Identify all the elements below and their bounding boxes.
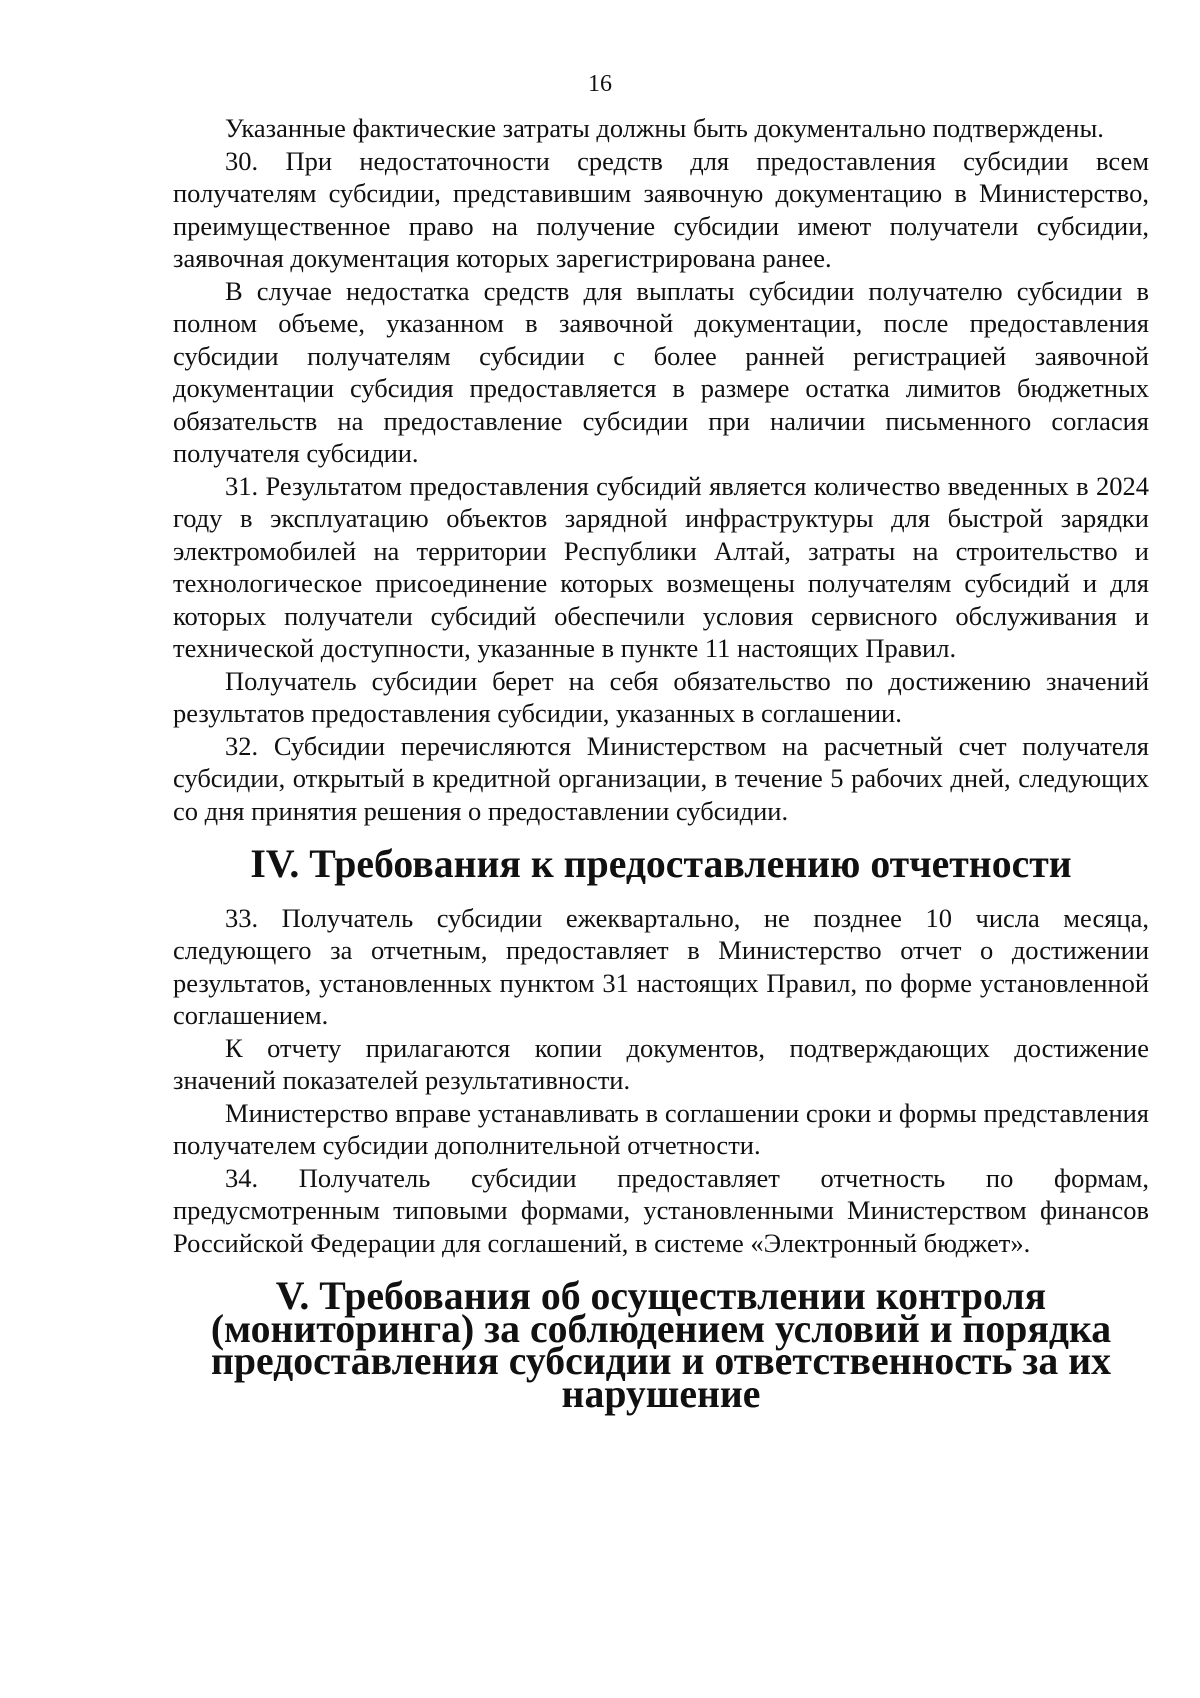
paragraph-additional-reporting: Министерство вправе устанавливать в соглашении сроки и формы представления получателем субсидии дополнительной отчетности. (173, 1097, 1149, 1160)
document-body (173, 112, 1149, 1416)
paragraph-costs-confirmation: Указанные фактические затраты должны быть документально подтверждены. (225, 113, 1104, 143)
paragraph-clause-34: 34. Получатель субсидии предоставляет отчетность по формам, предусмотренным типовыми формами, установленными Министерством финансов Российской Федерации для соглашений, в системе «Электронный бюджет». (173, 1162, 1149, 1258)
section-heading-iv: IV. Требования к предоставлению отчетности (250, 842, 1072, 886)
section-heading-v: V. Требования об осуществлении контроля (мониторинга) за соблюдением условий и порядка предоставления субсидии и ответственность за их нарушение (210, 1274, 1112, 1416)
paragraph-clause-30: 30. При недостаточности средств для предоставления субсидии всем получателям субсидии, представившим заявочную документацию в Министерство, преимущественное право на получение субсидии имеют получатели субсидии, заявочная документация которых зарегистрирована ранее. (173, 145, 1149, 273)
paragraph-clause-33: 33. Получатель субсидии ежеквартально, не позднее 10 числа месяца, следующего за отчетным, предоставляет в Министерство отчет о достижении результатов, установленных пунктом 31 настоящих Правил, по форме установленной соглашением. (173, 902, 1149, 1030)
paragraph-recipient-obligation: Получатель субсидии берет на себя обязательство по достижению значений результатов предоставления субсидии, указанных в соглашении. (173, 665, 1149, 728)
page-number: 16 (588, 71, 612, 97)
paragraph-clause-31: 31. Результатом предоставления субсидий является количество введенных в 2024 году в эксплуатацию объектов зарядной инфраструктуры для быстрой зарядки электромобилей на территории Республики Алтай, затраты на строительство и технологическое присоединение которых возмещены получателям субсидий и для которых получатели субсидий обеспечили условия сервисного обслуживания и технической доступности, указанные в пункте 11 настоящих Правил. (173, 470, 1149, 663)
paragraph-clause-32: 32. Субсидии перечисляются Министерством на расчетный счет получателя субсидии, открытый в кредитной организации, в течение 5 рабочих дней, следующих со дня принятия решения о предоставлении субсидии. (173, 730, 1149, 826)
paragraph-insufficient-funds: В случае недостатка средств для выплаты субсидии получателю субсидии в полном объеме, указанном в заявочной документации, после предоставления субсидии получателям субсидии с более ранней регистрацией заявочной документации субсидия предоставляется в размере остатка лимитов бюджетных обязательств на предоставление субсидии при наличии письменного согласия получателя субсидии. (173, 275, 1149, 468)
paragraph-report-attachments: К отчету прилагаются копии документов, подтверждающих достижение значений показателей результативности. (173, 1032, 1149, 1095)
